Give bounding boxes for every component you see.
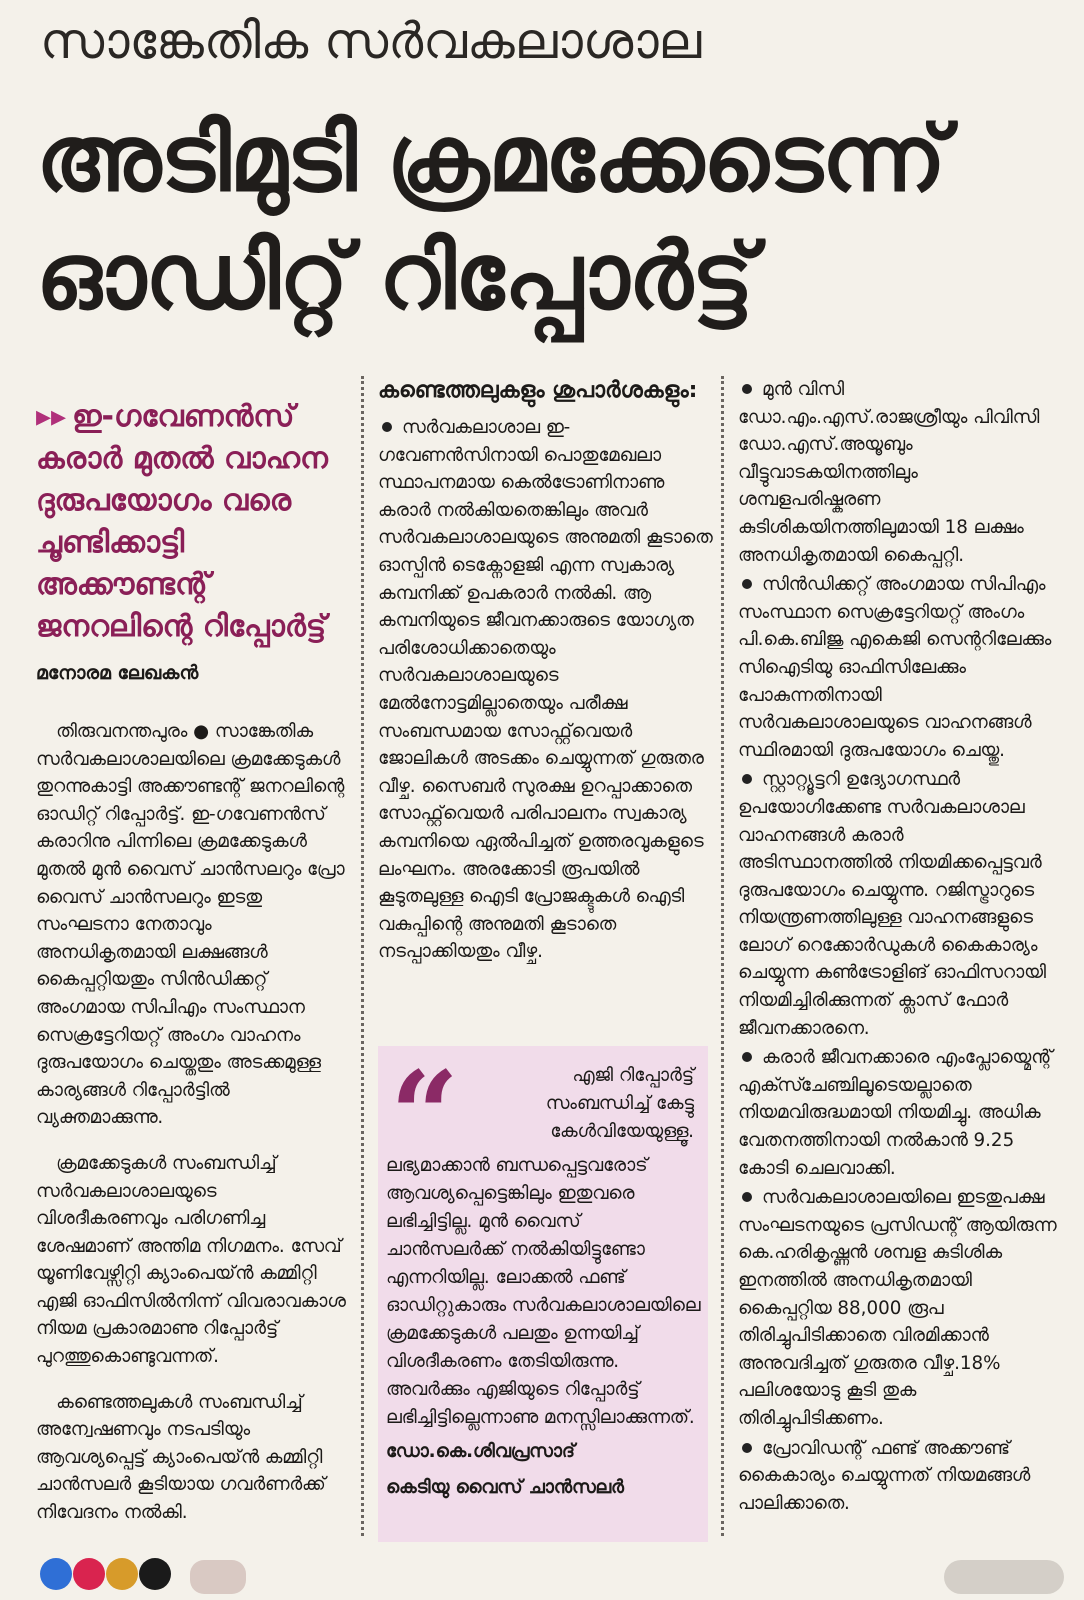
bullet-icon <box>742 1192 752 1202</box>
middle-column <box>378 376 713 968</box>
finding-text: പ്രോവിഡന്റ് ഫണ്ട് അക്കൗണ്ട് കൈകാര്യം ചെയ്യുന്നത് നിയമങ്ങൾ പാലിക്കാതെ. <box>738 1437 1031 1514</box>
list-item <box>738 376 1063 569</box>
summary <box>36 396 346 648</box>
column-rule <box>721 376 724 1536</box>
bullet-icon <box>742 1443 752 1453</box>
list-item <box>738 571 1063 764</box>
finding-text: മുൻ വിസി ഡോ.എം.എസ്.രാജശ്രീയും പിവിസി ഡോ.എസ്.അയൂബും വീട്ടുവാടകയിനത്തിലും ശമ്പളപരിഷ്കരണ കുടിശികയിനത്തിലുമായി 18 ലക്ഷം അനധികൃതമായി കൈപ്പറ്റി. <box>738 379 1040 566</box>
print-smudge <box>190 1560 246 1594</box>
bullet-icon <box>742 579 752 589</box>
list-item <box>738 1044 1063 1182</box>
headline-line-1: അടിമുടി ക്രമക്കേടെന്ന് <box>36 105 946 212</box>
pull-quote <box>378 1046 708 1542</box>
quote-text: ലഭ്യമാക്കാൻ ബന്ധപ്പെട്ടവരോട് ആവശ്യപ്പെട്ടെങ്കിലും ഇതുവരെ ലഭിച്ചിട്ടില്ല. മുൻ വൈസ് ചാൻസലർക്ക് നൽകിയിട്ടുണ്ടോ എന്നറിയില്ല. ലോക്കൽ ഫണ്ട് ഓഡിറ്റുകാരും സർവകലാശാലയിലെ ക്രമക്കേടുകൾ പലതും ഉന്നയിച്ച് വിശദീകരണം തേടിയിരുന്നു. അവർക്കും എജിയുടെ റിപ്പോർട്ട് ലഭിച്ചിട്ടില്ലെന്നാണു മനസ്സിലാക്കുന്നത്. <box>386 1155 701 1428</box>
body-paragraph: തിരുവനന്തപുരം ● സാങ്കേതിക സർവകലാശാലയിലെ ക്രമക്കേടുകൾ തുറന്നുകാട്ടി അക്കൗണ്ടന്റ് ജനറലിന്റെ ഓഡിറ്റ് റിപ്പോർട്ട്. ഇ-ഗവേണൻസ് കരാറിനു പിന്നിലെ ക്രമക്കേടുകൾ മുതൽ മുൻ വൈസ് ചാൻസലറും പ്രോ വൈസ് ചാൻസലറും ഇടതു സംഘടനാ നേതാവും അനധികൃതമായി ലക്ഷങ്ങൾ കൈപ്പറ്റിയതും സിൻഡിക്കറ്റ് അംഗമായ സിപിഎം സംസ്ഥാന സെക്രട്ടേറിയറ്റ് അംഗം വാഹനം ദുരുപയോഗം ചെയ്തതും അടക്കമുള്ള കാര്യങ്ങൾ റിപ്പോർട്ടിൽ വ്യക്തമാക്കുന്നു. <box>36 721 345 1129</box>
quote-author-role: കെടിയു വൈസ് ചാൻസലർ <box>386 1477 624 1498</box>
left-column <box>36 376 346 1545</box>
column-rule <box>361 376 364 1536</box>
bullet-icon <box>382 422 392 432</box>
list-item <box>738 1435 1063 1518</box>
quote-mark-icon: “ <box>390 1045 460 1186</box>
right-column <box>738 376 1063 1519</box>
kicker: സാങ്കേതിക സർവകലാശാല <box>40 12 702 70</box>
bullet-icon <box>742 1052 752 1062</box>
registration-dot-icon <box>73 1558 105 1590</box>
print-smudge <box>944 1560 1064 1594</box>
finding-text: സർവകലാശാല ഇ-ഗവേണൻസിനായി പൊതുമേഖലാ സ്ഥാപനമായ കെൽട്രോണിനാണു കരാർ നൽകിയതെങ്കിലും അവർ സർവകലാശാലയുടെ അനുമതി കൂടാതെ ഓസ്പിൻ ടെക്നോളജി എന്ന സ്വകാര്യ കമ്പനിക്ക് ഉപകരാർ നൽകി. ആ കമ്പനിയുടെ ജീവനക്കാരുടെ യോഗ്യത പരിശോധിക്കാതെയും സർവകലാശാലയുടെ മേൽനോട്ടമില്ലാതെയും പരീക്ഷ സംബന്ധമായ സോഫ്റ്റ്‌വെയർ ജോലികൾ അടക്കം ചെയ്യുന്നത് ഗുരുതര വീഴ്ച. സൈബർ സുരക്ഷ ഉറപ്പാക്കാതെ സോഫ്റ്റ്‌വെയർ പരിപാലനം സ്വകാര്യ കമ്പനിയെ ഏൽപിച്ചത് ഉത്തരവുകളുടെ ലംഘനം. അരക്കോടി രൂപയിൽ കൂടുതലുള്ള ഐടി പ്രോജക്ടുകൾ ഐടി വകുപ്പിന്റെ അനുമതി കൂടാതെ നടപ്പാക്കിയതും വീഴ്ച. <box>378 417 713 963</box>
finding-text: കരാർ ജീവനക്കാരെ എംപ്ലോയ്മെന്റ് എക്സ്ചേഞ്ചിലൂടെയല്ലാതെ നിയമവിരുദ്ധമായി നിയമിച്ചു. അധിക വേതനത്തിനായി നൽകാൻ 9.25 കോടി ചെലവാക്കി. <box>738 1047 1053 1179</box>
bullet-icon <box>742 774 752 784</box>
finding-text: സ്റ്റാറ്റ്യൂട്ടറി ഉദ്യോഗസ്ഥർ ഉപയോഗിക്കേണ്ട സർവകലാശാല വാഹനങ്ങൾ കരാർ അടിസ്ഥാനത്തിൽ നിയമിക്കപ്പെട്ടവർ ദുരുപയോഗം ചെയ്യുന്നു. റജിസ്ട്രാറുടെ നിയന്ത്രണത്തിലുള്ള വാഹനങ്ങളുടെ ലോഗ് റെക്കോർഡുകൾ കൈകാര്യം ചെയ്യുന്ന കൺട്രോളിങ് ഓഫിസറായി നിയമിച്ചിരിക്കുന്നത് ക്ലാസ് ഫോർ ജീവനക്കാരനെ. <box>738 769 1046 1039</box>
registration-marks <box>40 1558 167 1594</box>
body-paragraph: ക്രമക്കേടുകൾ സംബന്ധിച്ച് സർവകലാശാലയുടെ വിശദീകരണവും പരിഗണിച്ച ശേഷമാണ് അന്തിമ നിഗമനം. സേവ് യൂണിവേഴ്സിറ്റി ക്യാംപെയ്ൻ കമ്മിറ്റി എജി ഓഫിസിൽനിന്ന് വിവരാവകാശ നിയമ പ്രകാരമാണു റിപ്പോർട്ട് പുറത്തുകൊണ്ടുവന്നത്. <box>36 1152 346 1368</box>
registration-dot-icon <box>106 1558 138 1590</box>
headline-line-2: ഓഡിറ്റ് റിപ്പോർട്ട് <box>36 223 753 330</box>
list-item <box>738 766 1063 1042</box>
registration-dot-icon <box>139 1558 171 1590</box>
finding-text: സർവകലാശാലയിലെ ഇടതുപക്ഷ സംഘടനയുടെ പ്രസിഡന്റ് ആയിരുന്ന കെ.ഹരികൃഷ്ണൻ ശമ്പള കുടിശിക ഇനത്തിൽ അനധികൃതമായി കൈപ്പറ്റിയ 88,000 രൂപ തിരിച്ചുപിടിക്കാതെ വിരമിക്കാൻ അനുവദിച്ചത് ഗുരുതര വീഴ്ച.18% പലിശയോടു കൂടി തുക തിരിച്ചുപിടിക്കണം. <box>738 1187 1057 1429</box>
quote-body <box>386 1152 702 1502</box>
summary-text: ഇ-ഗവേണൻസ് കരാർ മുതൽ വാഹന ദുരുപയോഗം വരെ ചൂണ്ടിക്കാട്ടി അക്കൗണ്ടന്റ് ജനറലിന്റെ റിപ്പോർട്ട് <box>36 399 328 644</box>
quote-author: ഡോ.കെ.ശിവപ്രസാദ് <box>386 1441 575 1462</box>
finding-text: സിൻഡിക്കറ്റ് അംഗമായ സിപിഎം സംസ്ഥാന സെക്രട്ടേറിയറ്റ് അംഗം പി.കെ.ബിജു എകെജി സെന്ററിലേക്കും സിഐടിയു ഓഫിസിലേക്കും പോകുന്നതിനായി സർവകലാശാലയുടെ വാഹനങ്ങൾ സ്ഥിരമായി ദുരുപയോഗം ചെയ്തു. <box>738 574 1052 761</box>
byline: മനോരമ ലേഖകൻ <box>36 662 199 684</box>
findings-list-continued <box>738 376 1063 1517</box>
findings-list <box>378 414 713 966</box>
quote-lead: എജി റിപ്പോർട്ട് സംബന്ധിച്ച് കേട്ടു കേൾവിയേയുള്ളൂ. <box>545 1065 694 1142</box>
double-arrow-icon: ▸▸ <box>36 399 67 434</box>
list-item <box>738 1184 1063 1432</box>
bullet-icon <box>742 384 752 394</box>
findings-heading: കണ്ടെത്തലുകളും ശുപാർശകളും: <box>378 378 698 403</box>
article-body <box>36 718 346 1527</box>
headline <box>36 100 1046 336</box>
list-item <box>378 414 713 966</box>
registration-dot-icon <box>40 1558 72 1590</box>
body-paragraph: കണ്ടെത്തലുകൾ സംബന്ധിച്ച് അന്വേഷണവും നടപടിയും ആവശ്യപ്പെട്ട് ക്യാംപെയ്ൻ കമ്മിറ്റി ചാൻസലർ കൂടിയായ ഗവർണർക്ക് നിവേദനം നൽകി. <box>36 1391 326 1524</box>
